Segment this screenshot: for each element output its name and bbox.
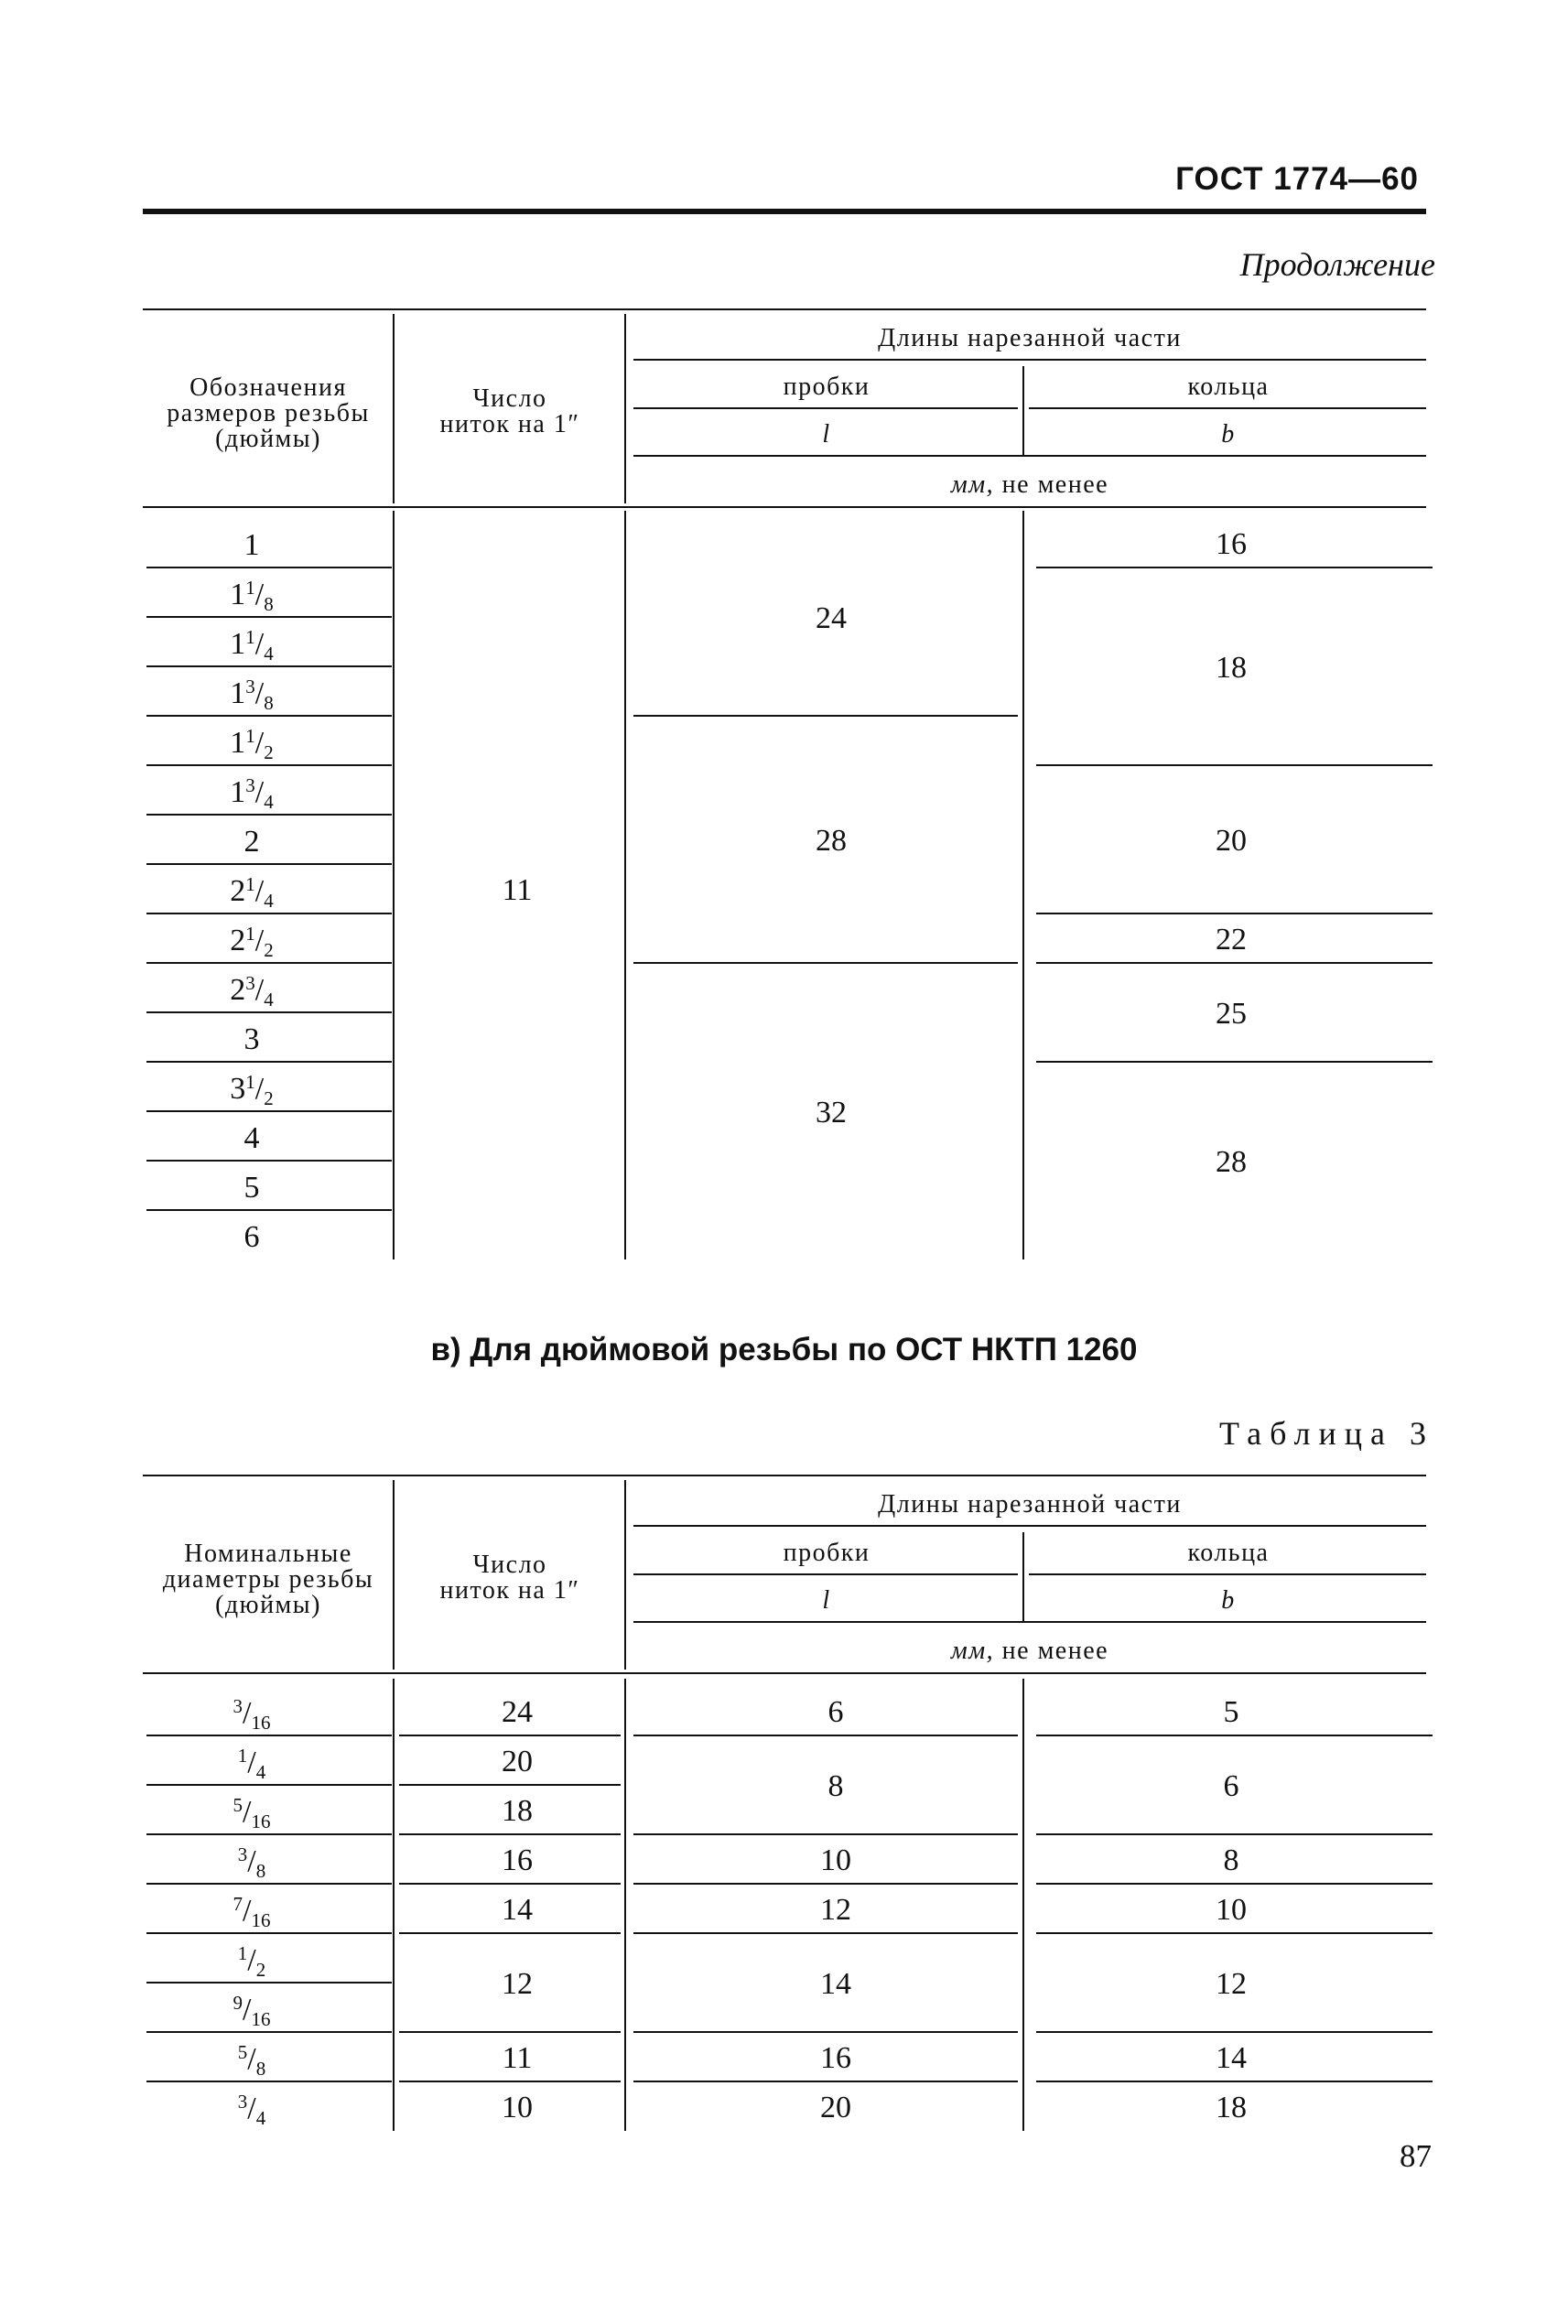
ring-symbol: b xyxy=(1221,1586,1236,1615)
ring-symbol: b xyxy=(1221,420,1236,449)
plug-length: 10 xyxy=(820,1843,851,1877)
thread-size: $3^1/_2$ xyxy=(230,1071,274,1109)
plug-length: 14 xyxy=(820,1967,851,2001)
lengths-header: Длины нарезанной части xyxy=(878,324,1182,352)
threads-per-inch: 18 xyxy=(502,1794,533,1828)
threads-per-inch: 10 xyxy=(502,2091,533,2124)
thread-size: $2^3/_4$ xyxy=(230,972,274,1011)
nominal-diameter: $^3/_8$ xyxy=(237,1843,266,1882)
plug-symbol: l xyxy=(822,1586,831,1615)
threads-per-inch: 20 xyxy=(502,1745,533,1778)
plug-length: 12 xyxy=(820,1893,851,1927)
plug-length: 32 xyxy=(816,1096,847,1130)
units-label: мм, не менее xyxy=(950,470,1109,499)
nominal-diameter: $^7/_{16}$ xyxy=(232,1893,271,1931)
size-column-header: диаметры резьбы xyxy=(162,1565,374,1594)
ring-header: кольца xyxy=(1187,373,1270,401)
section-title: в) Для дюймовой резьбы по ОСТ НКТП 1260 xyxy=(430,1332,1138,1367)
threads-column-header: ниток на 1″ xyxy=(439,1576,580,1605)
plug-length: 8 xyxy=(827,1769,844,1803)
thread-size: $1^1/_8$ xyxy=(230,577,274,615)
plug-header: пробки xyxy=(783,373,871,401)
nominal-diameter: $^1/_2$ xyxy=(237,1942,266,1981)
threads-per-inch: 12 xyxy=(502,1967,533,2001)
size-column-header: (дюймы) xyxy=(215,1591,321,1619)
ring-length: 12 xyxy=(1216,1967,1247,2001)
threads-per-inch: 11 xyxy=(502,2041,533,2075)
thread-size: 3 xyxy=(243,1022,260,1056)
thread-size: $1^3/_4$ xyxy=(230,774,274,813)
nominal-diameter: $^3/_4$ xyxy=(237,2091,266,2129)
threads-column-header: Число xyxy=(472,1551,547,1579)
ring-length: 25 xyxy=(1216,997,1247,1031)
nominal-diameter: $^9/_{16}$ xyxy=(232,1992,271,2030)
thread-size: $2^1/_4$ xyxy=(230,873,274,912)
ring-length: 20 xyxy=(1216,824,1247,858)
ring-length: 6 xyxy=(1223,1769,1239,1803)
thread-size: 2 xyxy=(243,825,260,859)
thread-size: 5 xyxy=(243,1171,260,1205)
plug-symbol: l xyxy=(822,420,831,449)
nominal-diameter: $^5/_{16}$ xyxy=(232,1794,271,1832)
plug-length: 16 xyxy=(820,2041,851,2075)
ring-length: 18 xyxy=(1216,651,1247,685)
plug-length: 28 xyxy=(816,824,847,858)
thread-size: $1^1/_4$ xyxy=(230,626,274,665)
ring-length: 5 xyxy=(1223,1695,1239,1729)
size-column-header: Номинальные xyxy=(184,1540,352,1568)
size-column-header: Обозначения xyxy=(189,373,347,402)
ring-length: 18 xyxy=(1216,2091,1247,2124)
units-label: мм, не менее xyxy=(950,1637,1109,1665)
size-column-header: (дюймы) xyxy=(215,425,321,453)
document-standard-number: ГОСТ 1774—60 xyxy=(1175,161,1419,197)
plug-length: 20 xyxy=(820,2091,851,2124)
lengths-header: Длины нарезанной части xyxy=(878,1490,1182,1519)
nominal-diameter: $^1/_4$ xyxy=(237,1745,266,1783)
ring-header: кольца xyxy=(1187,1539,1270,1567)
thread-size: $2^1/_2$ xyxy=(230,923,274,961)
thread-size: $1^1/_2$ xyxy=(230,725,274,763)
ring-length: 8 xyxy=(1223,1843,1239,1877)
ring-length: 28 xyxy=(1216,1145,1247,1179)
thread-size: 6 xyxy=(243,1220,260,1254)
threads-column-header: ниток на 1″ xyxy=(439,410,580,438)
plug-header: пробки xyxy=(783,1539,871,1567)
nominal-diameter: $^5/_8$ xyxy=(237,2041,266,2080)
threads-per-inch: 14 xyxy=(502,1893,533,1927)
ring-length: 16 xyxy=(1216,527,1247,561)
threads-per-inch: 16 xyxy=(502,1843,533,1877)
table-label: Таблица 3 xyxy=(1219,1415,1434,1452)
thread-size: 1 xyxy=(243,528,260,562)
threads-per-inch: 11 xyxy=(502,873,533,907)
continuation-label: Продолжение xyxy=(1239,246,1435,283)
plug-length: 6 xyxy=(827,1695,844,1729)
threads-column-header: Число xyxy=(472,384,547,413)
ring-length: 22 xyxy=(1216,923,1247,957)
plug-length: 24 xyxy=(816,601,847,635)
page-number: 87 xyxy=(1400,2138,1432,2174)
threads-per-inch: 24 xyxy=(502,1695,533,1729)
ring-length: 10 xyxy=(1216,1893,1247,1927)
thread-size: 4 xyxy=(243,1121,260,1155)
ring-length: 14 xyxy=(1216,2041,1247,2075)
size-column-header: размеров резьбы xyxy=(167,399,370,427)
nominal-diameter: $^3/_{16}$ xyxy=(232,1695,271,1734)
thread-size: $1^3/_8$ xyxy=(230,676,274,714)
